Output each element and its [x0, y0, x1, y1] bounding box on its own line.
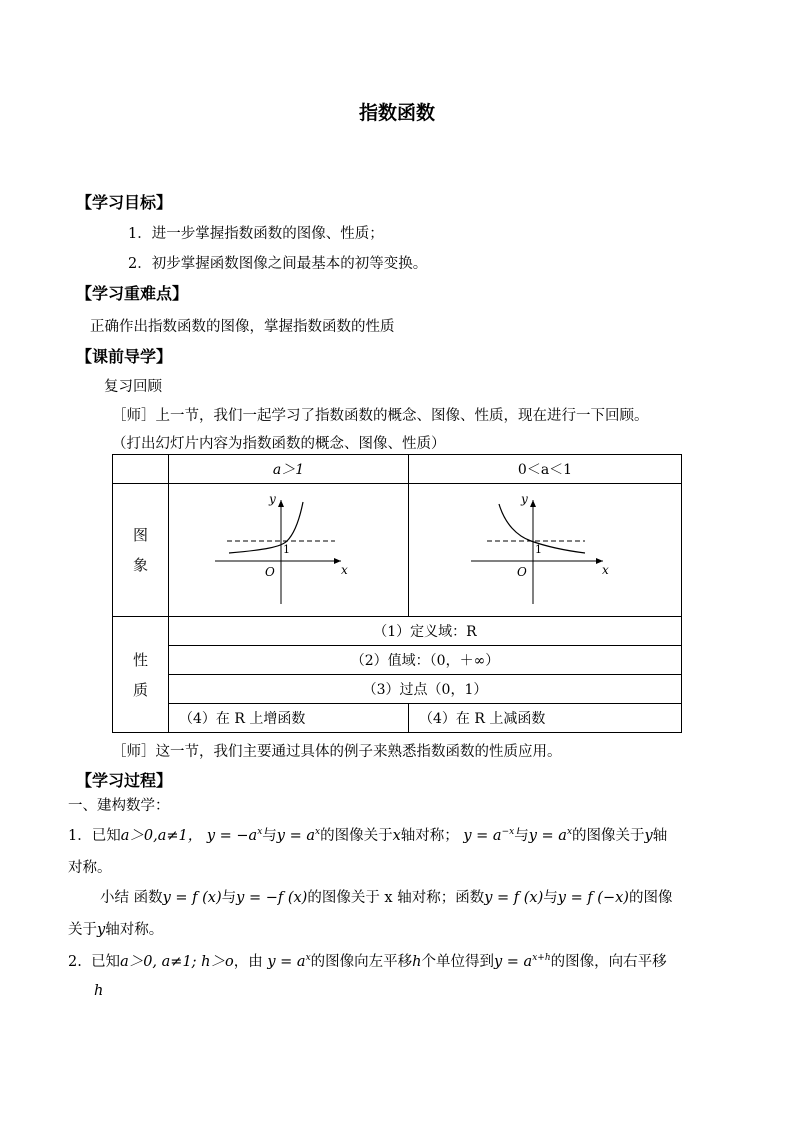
- process-heading: 【学习过程】: [76, 771, 173, 790]
- teacher-line-2: ［师］这一节，我们主要通过具体的例子来熟悉指数函数的性质应用。: [112, 744, 562, 760]
- graph-decreasing-cell: [409, 484, 682, 617]
- y-label: y: [521, 492, 528, 506]
- increasing-curve: [229, 502, 303, 553]
- item-2-line-1: 2. 已知a＞0, a≠1; h＞o，由 $y = a^x$的图像向左平移h个单位得到$y = a^{x+h}$的图像，向右平移: [68, 953, 667, 970]
- page-title: 指数函数: [358, 102, 435, 124]
- header-a-between-0-1: 0＜a＜1: [409, 455, 682, 484]
- teacher-line-1: ［师］上一节，我们一起学习了指数函数的概念、图像、性质，现在进行一下回顾。: [112, 408, 649, 424]
- x-axis-arrow: [334, 558, 341, 564]
- item-2-line-2: h: [94, 983, 104, 999]
- prop-increasing: （4）在 R 上增函数: [169, 704, 409, 733]
- key-points-text: 正确作出指数函数的图像，掌握指数函数的性质: [90, 319, 395, 335]
- y-label: y: [269, 492, 276, 506]
- item-1-line-1: 1．已知a＞0,a≠1， $y = -a^x$与$y = a^x$的图像关于x轴对称； $y = a^{-x}$与$y = a^x$的图像关于y轴: [68, 827, 668, 844]
- exponential-properties-table: [112, 454, 682, 733]
- summary-line-1: 小结 函数y = f (x)与y = −f (x)的图像关于 x 轴对称；函数y = f (x)与y = f (−x)的图像: [100, 890, 673, 906]
- decreasing-exponential-graph: [409, 484, 682, 612]
- one-label: 1: [283, 543, 290, 556]
- origin-label: O: [265, 565, 275, 579]
- prop-decreasing: （4）在 R 上减函数: [409, 704, 682, 733]
- slide-note: （打出幻灯片内容为指数函数的概念、图像、性质）: [112, 436, 446, 452]
- prop-row-4: [113, 704, 682, 733]
- review-label: 复习回顾: [104, 379, 162, 395]
- props-row-label: 性 质: [113, 617, 169, 733]
- y-axis-arrow: [278, 500, 284, 507]
- prop-row-3: [113, 675, 682, 704]
- summary-line-2: 关于y轴对称。: [68, 922, 164, 938]
- prop-range: （2）值域：（0，＋∞）: [169, 646, 682, 675]
- origin-label: O: [517, 565, 527, 579]
- decreasing-curve: [499, 504, 585, 553]
- goal-item-2: 2．初步掌握函数图像之间最基本的初等变换。: [128, 256, 428, 272]
- prop-row-1: [113, 617, 682, 646]
- y-axis-arrow: [530, 500, 536, 507]
- goals-heading: 【学习目标】: [76, 193, 173, 212]
- prop-domain: （1）定义域：R: [169, 617, 682, 646]
- prop-fixed-point: （3）过点（0，1）: [169, 675, 682, 704]
- process-sub-1: 一、建构数学：: [68, 798, 170, 814]
- table-header-row: [113, 455, 682, 484]
- graph-increasing-cell: [169, 484, 409, 617]
- header-a-greater-1: a＞1: [169, 455, 409, 484]
- increasing-exponential-graph: [169, 484, 409, 612]
- key-points-heading: 【学习重难点】: [76, 284, 189, 303]
- x-label: x: [341, 563, 348, 577]
- table-graph-row: [113, 484, 682, 617]
- x-label: x: [602, 563, 609, 577]
- one-label: 1: [535, 543, 542, 556]
- preview-heading: 【课前导学】: [76, 347, 173, 366]
- prop-row-2: [113, 646, 682, 675]
- item-1-line-2: 对称。: [68, 860, 112, 876]
- table-corner-cell: [113, 455, 169, 484]
- graph-row-label: 图 象: [113, 484, 169, 617]
- goal-item-1: 1．进一步掌握指数函数的图像、性质；: [128, 226, 384, 242]
